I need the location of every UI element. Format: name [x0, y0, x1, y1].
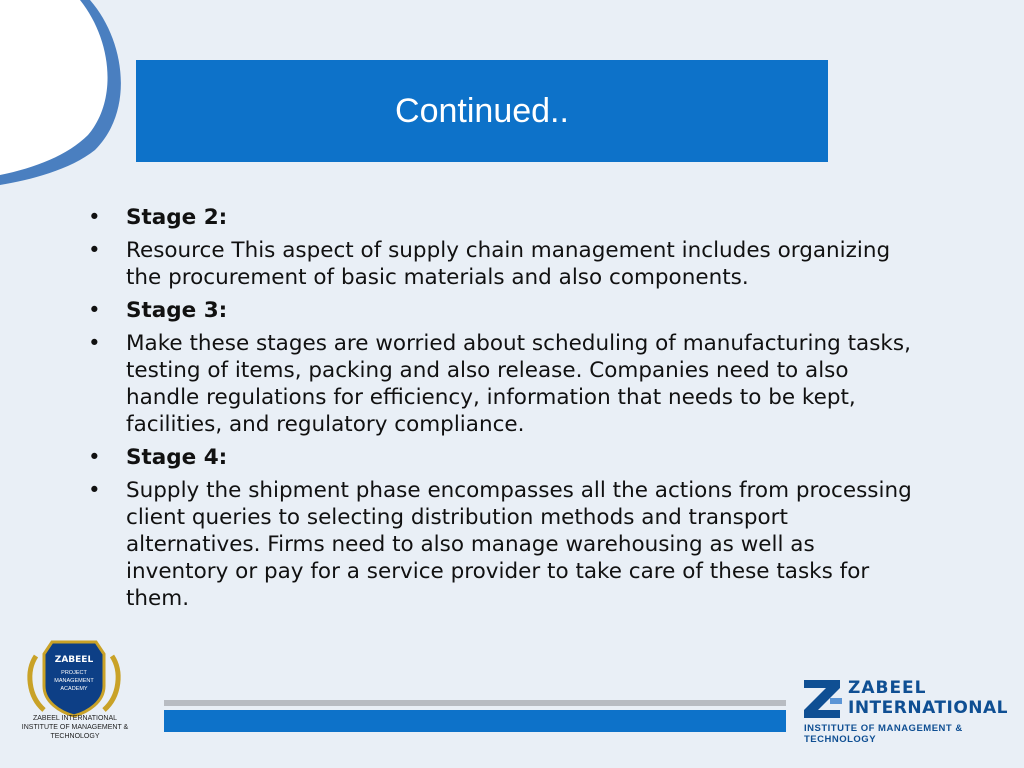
- slide-title: Continued..: [395, 91, 569, 130]
- academy-badge-logo: [22, 636, 126, 718]
- badge-caption-line2: INSTITUTE OF MANAGEMENT & TECHNOLOGY: [21, 724, 129, 740]
- badge-line4: ACADEMY: [60, 686, 88, 692]
- bullet-icon: •: [88, 331, 101, 356]
- badge-caption-line1: ZABEEL INTERNATIONAL: [32, 715, 118, 722]
- stage-description: Make these stages are worried about scheduling of manufacturing tasks, testing of items, packing and also release. Companies need to also handle regulations for efficiency, information that needs to be kept, facilities, and regulatory compliance.: [126, 331, 911, 437]
- bullet-icon: •: [88, 445, 101, 470]
- footer-divider: [164, 700, 786, 706]
- list-item: [88, 237, 918, 291]
- bullet-list: [88, 204, 918, 618]
- badge-line1: ZABEEL: [54, 655, 94, 665]
- stage-heading: Stage 4:: [126, 445, 228, 470]
- stage-heading: Stage 3:: [126, 298, 228, 323]
- bullet-icon: •: [88, 478, 101, 503]
- stage-description: Resource This aspect of supply chain management includes organizing the procurement of basic materials and also components.: [126, 238, 891, 290]
- bullet-icon: •: [88, 205, 101, 230]
- list-item: [88, 477, 918, 612]
- list-item: [88, 330, 918, 438]
- logo-line1: ZABEEL: [848, 678, 927, 698]
- list-item: [88, 444, 918, 471]
- logo-line3: INSTITUTE OF MANAGEMENT & TECHNOLOGY: [804, 723, 963, 745]
- badge-line3: MANAGEMENT: [54, 678, 94, 684]
- bullet-icon: •: [88, 298, 101, 323]
- zabeel-international-logo: [800, 676, 1020, 745]
- stage-heading: Stage 2:: [126, 205, 228, 230]
- zi-monogram-icon: [800, 676, 844, 720]
- title-banner: [136, 60, 828, 162]
- badge-line2: PROJECT: [61, 670, 87, 676]
- bullet-icon: •: [88, 238, 101, 263]
- list-item: [88, 297, 918, 324]
- logo-line2: INTERNATIONAL: [848, 698, 1009, 718]
- list-item: [88, 204, 918, 231]
- badge-caption: [0, 714, 150, 741]
- stage-description: Supply the shipment phase encompasses all the actions from processing client queries to selecting distribution methods and transport alternatives. Firms need to also manage warehousing as well as inventory or pay for a service provider to take care of these tasks for them.: [126, 478, 912, 611]
- footer-bar: [164, 710, 786, 732]
